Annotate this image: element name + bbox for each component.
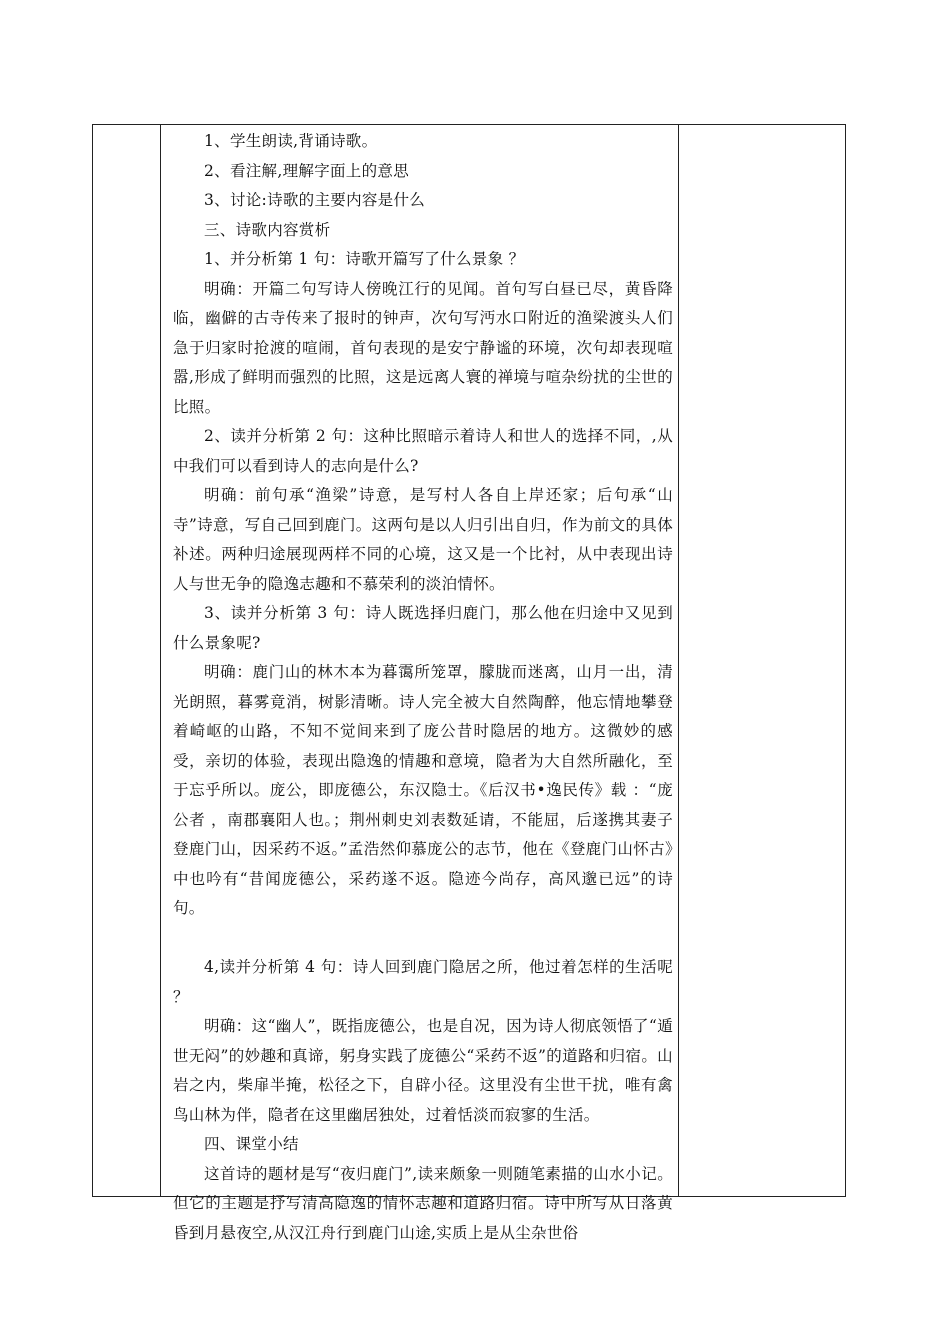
answer-3: 明确：鹿门山的林木本为暮霭所笼罩，朦胧而迷离，山月一出，清光朗照，暮雾竟消，树影清晰。诗人完全被大自然陶醉，他忘情地攀登着崎岖的山路，不知不觉间来到了庞公昔时隐居的地方。这微妙的感受，亲切的体验，表现出隐逸的情趣和意境，隐者为大自然所融化，至于忘乎所以。庞公，即庞德公，东汉隐士。《后汉书•逸民传》载 ：“庞公者 ，南郡襄阳人也。；荆州刺史刘表数延请，不能屈，后遂携其妻子登鹿门山，因采药不返。”孟浩然仰慕庞公的志节，他在《登鹿门山怀古》中也吟有“昔闻庞德公，采药遂不返。隐迹今尚存，高风邈已远”的诗句。	[173, 663, 673, 917]
step-read-aloud: 1、学生朗读,背诵诗歌。	[204, 132, 378, 150]
column-divider-left	[160, 125, 161, 1196]
answer-4: 明确：这“幽人”，既指庞德公，也是自况，因为诗人彻底领悟了“遁世无闷”的妙趣和真谛，躬身实践了庞德公“采药不返”的道路和归宿。山岩之内，柴扉半掩，松径之下，自辟小径。这里没有尘世干扰，唯有禽鸟山林为伴，隐者在这里幽居独处，过着恬淡而寂寥的生活。	[173, 1017, 673, 1124]
question-3: 3、读并分析第 3 句：诗人既选择归鹿门，那么他在归途中又见到什么景象呢?	[173, 604, 673, 652]
blank-line	[173, 924, 673, 954]
lesson-content-cell	[173, 127, 673, 1248]
answer-1: 明确：开篇二句写诗人傍晚江行的见闻。首句写白昼已尽，黄昏降临，幽僻的古寺传来了报时的钟声，次句写沔水口附近的渔梁渡头人们急于归家时抢渡的喧闹，首句表现的是安宁静谧的环境，次句却表现喧嚣,形成了鲜明而强烈的比照，这是远离人寰的禅境与喧杂纷扰的尘世的比照。	[173, 279, 673, 416]
section-heading-analysis: 三、诗歌内容赏析	[204, 220, 331, 239]
section-heading-summary: 四、课堂小结	[204, 1135, 299, 1153]
column-divider-right	[678, 125, 679, 1196]
question-4: 4,读并分析第 4 句：诗人回到鹿门隐居之所，他过着怎样的生活呢 ？	[173, 958, 673, 1006]
step-annotations: 2、看注解,理解字面上的意思	[204, 161, 409, 180]
answer-2: 明确：前句承“渔梁”诗意，是写村人各自上岸还家；后句承“山寺”诗意，写自己回到鹿门。这两句是以人归引出自归，作为前文的具体补述。两种归途展现两样不同的心境，这又是一个比衬，从中表现出诗人与世无争的隐逸志趣和不慕荣利的淡泊情怀。	[173, 486, 673, 593]
summary-paragraph: 这首诗的题材是写“夜归鹿门”,读来颇象一则随笔素描的山水小记。但它的主题是抒写清高隐逸的情怀志趣和道路归宿。诗中所写从日落黄昏到月悬夜空,从汉江舟行到鹿门山途,实质上是从尘杂世俗	[173, 1164, 673, 1242]
step-discussion: 3、讨论:诗歌的主要内容是什么	[204, 191, 426, 209]
question-2: 2、读并分析第 2 句：这种比照暗示着诗人和世人的选择不同，,从中我们可以看到诗人的志向是什么?	[173, 427, 673, 475]
question-1: 1、并分析第 1 句：诗歌开篇写了什么景象 ？	[204, 250, 525, 268]
lesson-plan-table	[92, 124, 846, 1242]
